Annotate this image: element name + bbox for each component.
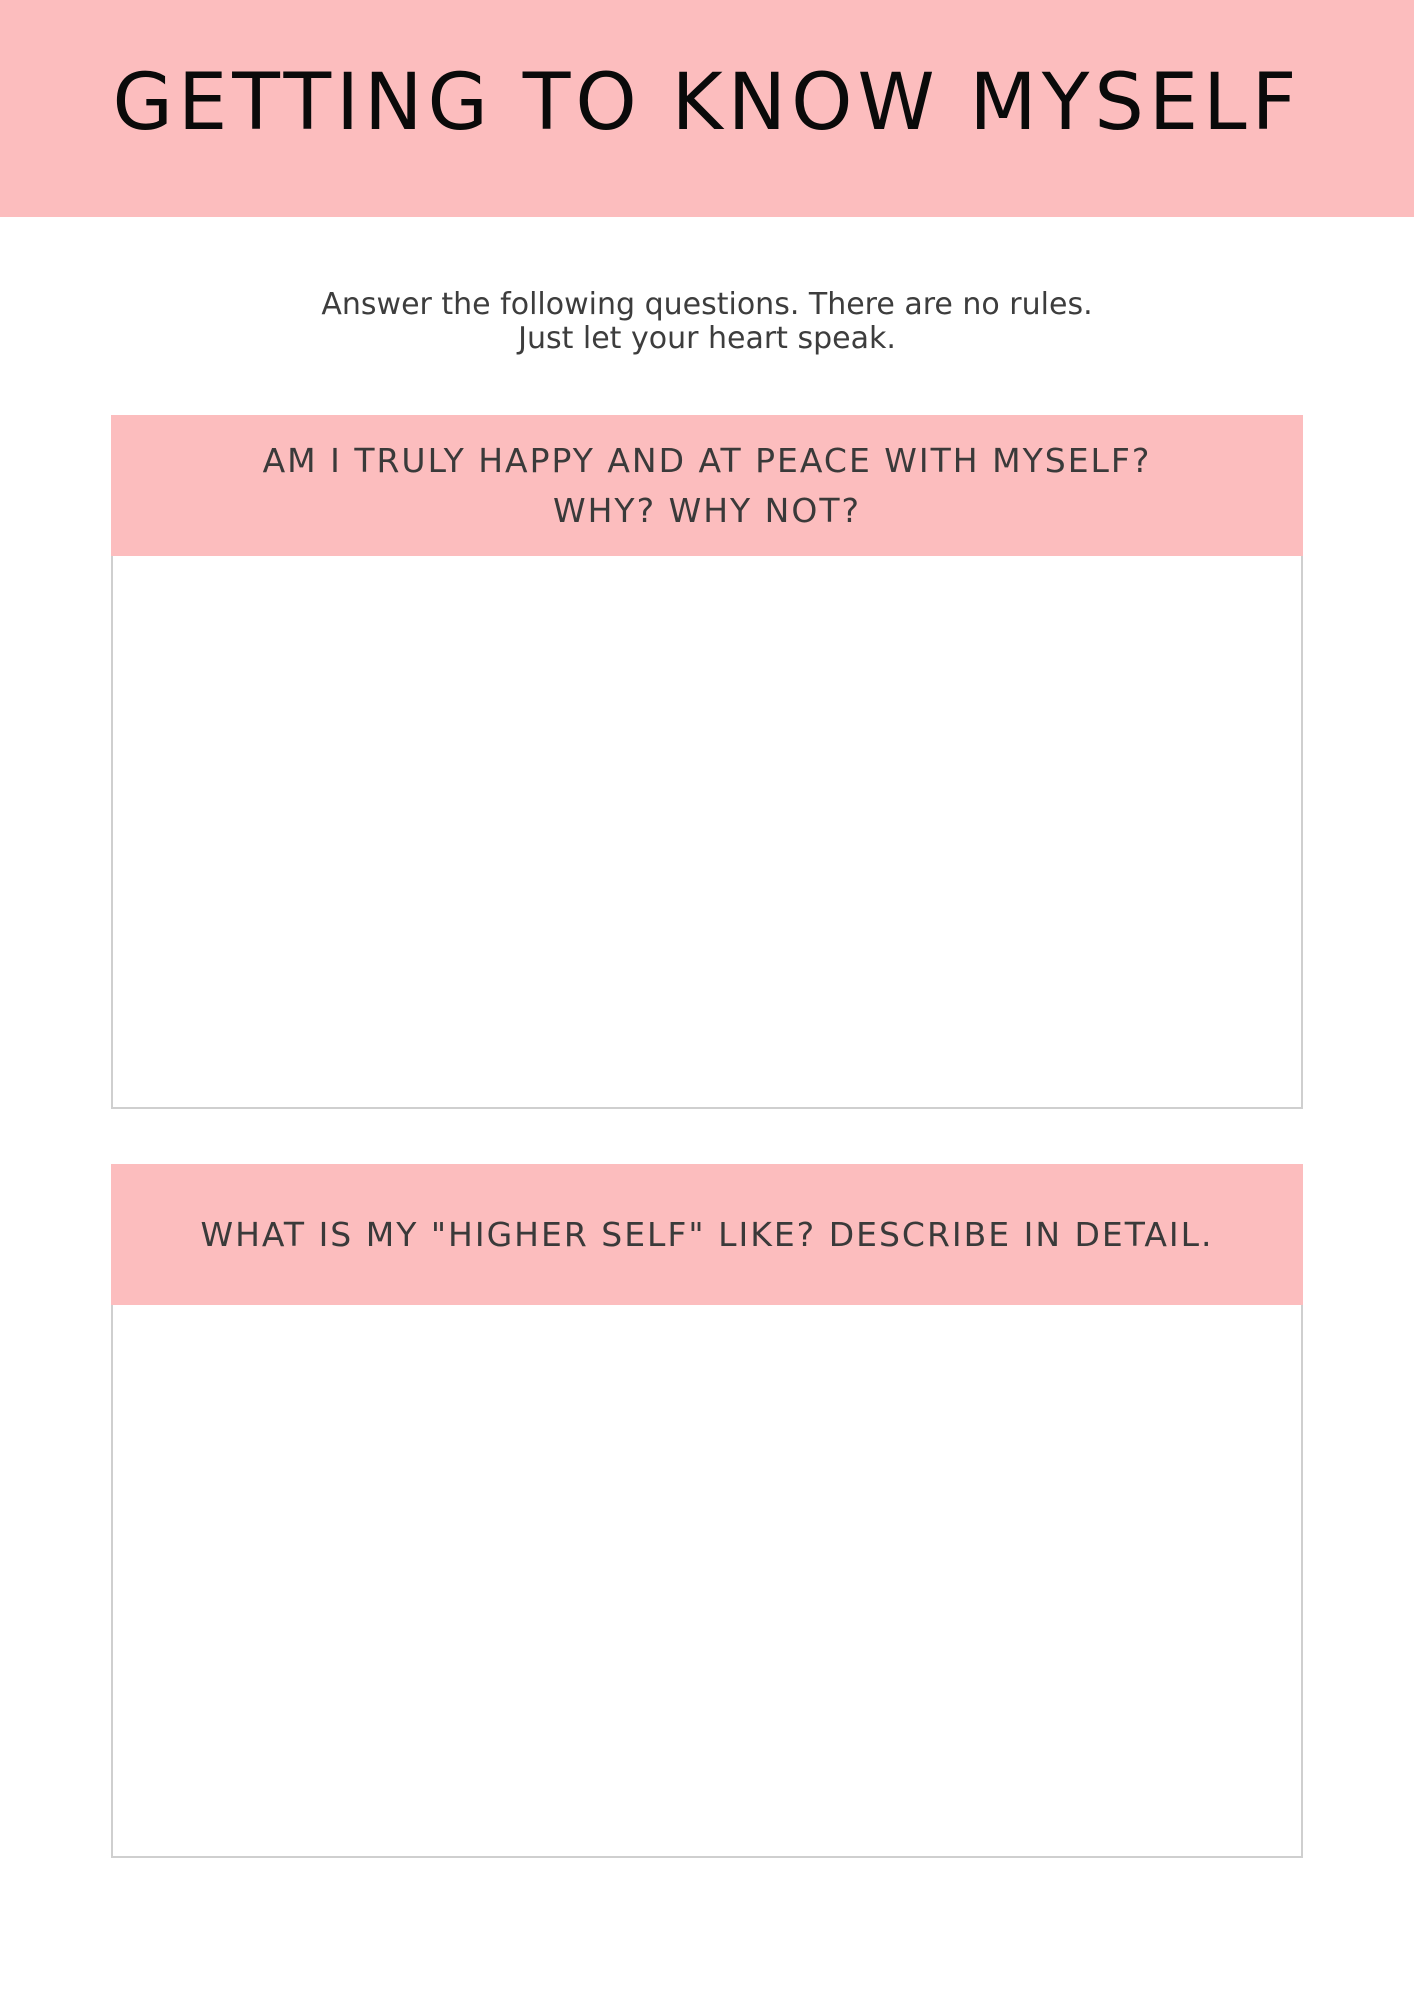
instructions-line-2: Just let your heart speak. xyxy=(518,321,896,356)
page-title: GETTING TO KNOW MYSELF xyxy=(112,57,1302,148)
question-card-2 xyxy=(111,1164,1303,1858)
instructions xyxy=(0,288,1414,356)
question-2-header xyxy=(111,1164,1303,1305)
question-1-header xyxy=(111,415,1303,556)
question-1-text-line-2: WHY? WHY NOT? xyxy=(552,490,862,530)
instructions-line-1: Answer the following questions. There are no rules. xyxy=(321,287,1093,322)
question-2-text-line-1: WHAT IS MY "HIGHER SELF" LIKE? DESCRIBE IN DETAIL. xyxy=(200,1214,1214,1254)
question-1-text-line-1: AM I TRULY HAPPY AND AT PEACE WITH MYSELF? xyxy=(262,440,1152,480)
question-1-answer-area[interactable] xyxy=(113,556,1301,1107)
question-card-1 xyxy=(111,415,1303,1109)
title-banner xyxy=(0,0,1414,217)
question-2-answer-area[interactable] xyxy=(113,1305,1301,1856)
